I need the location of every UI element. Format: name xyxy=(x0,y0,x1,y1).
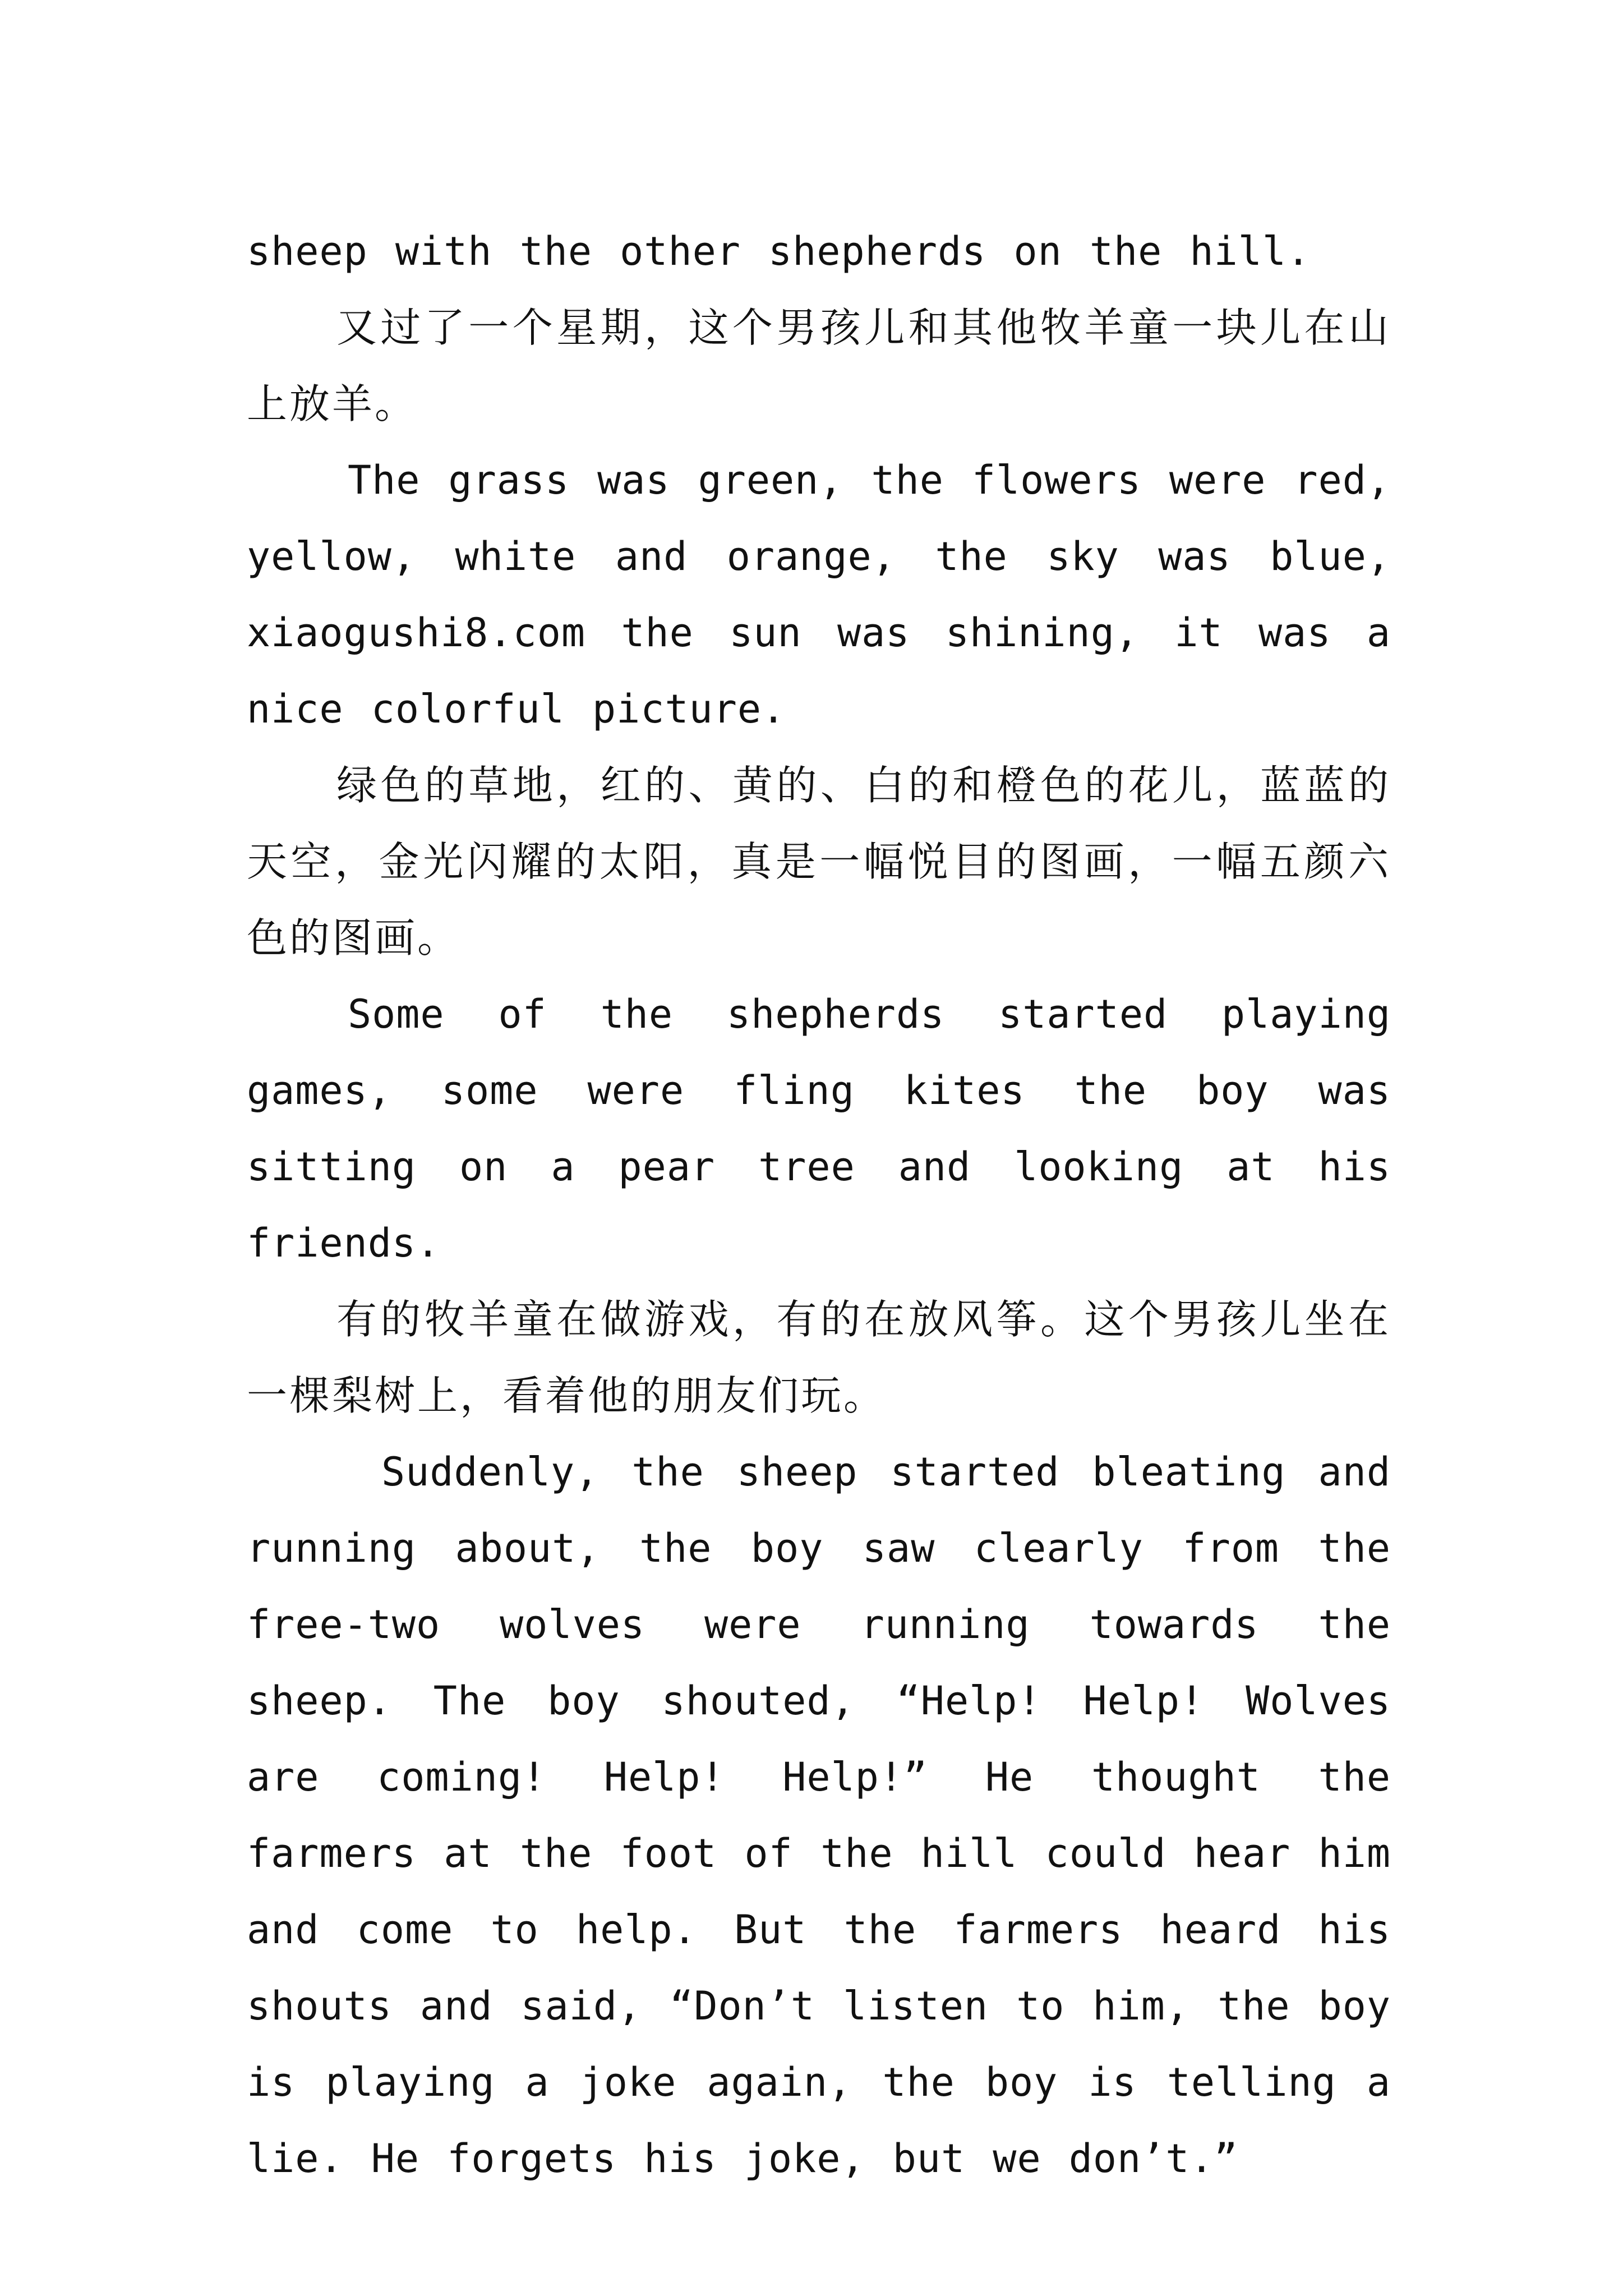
paragraph-zh-1: 又过了一个星期，这个男孩儿和其他牧羊童一块儿在山上放羊。 xyxy=(247,304,1391,427)
paragraph-zh-2: 绿色的草地，红的、黄的、白的和橙色的花儿，蓝蓝的天空，金光闪耀的太阳，真是一幅悦目的图画，一幅五颜六色的图画。 xyxy=(247,762,1391,961)
paragraph-en-3: Some of the shepherds started playing games, some were fling kites the boy was sitting on a pear tree and looking at his friends. xyxy=(247,991,1391,1266)
paragraph-en-2: The grass was green, the flowers were red, yellow, white and orange, the sky was blue, xiaogushi8.com the sun was shining, it was a nice colorful picture. xyxy=(247,457,1391,732)
paragraph-en-4: Suddenly, the sheep started bleating and running about, the boy saw clearly from the free-two wolves were running towards the sheep. The boy shouted, “Help! Help! Wolves are coming! Help! Help!” He thought the farmers at the foot of the hill could hear him and come to help. But the farmers heard his shouts and said, “Don’t listen to him, the boy is playing a joke again, the boy is telling a lie. He forgets his joke, but we don’t.” xyxy=(247,1449,1391,2182)
paragraph-zh-3: 有的牧羊童在做游戏，有的在放风筝。这个男孩儿坐在一棵梨树上，看着他的朋友们玩。 xyxy=(247,1296,1391,1419)
document-body xyxy=(247,213,1391,2197)
paragraph-en-1: sheep with the other shepherds on the hill. xyxy=(247,228,1311,274)
